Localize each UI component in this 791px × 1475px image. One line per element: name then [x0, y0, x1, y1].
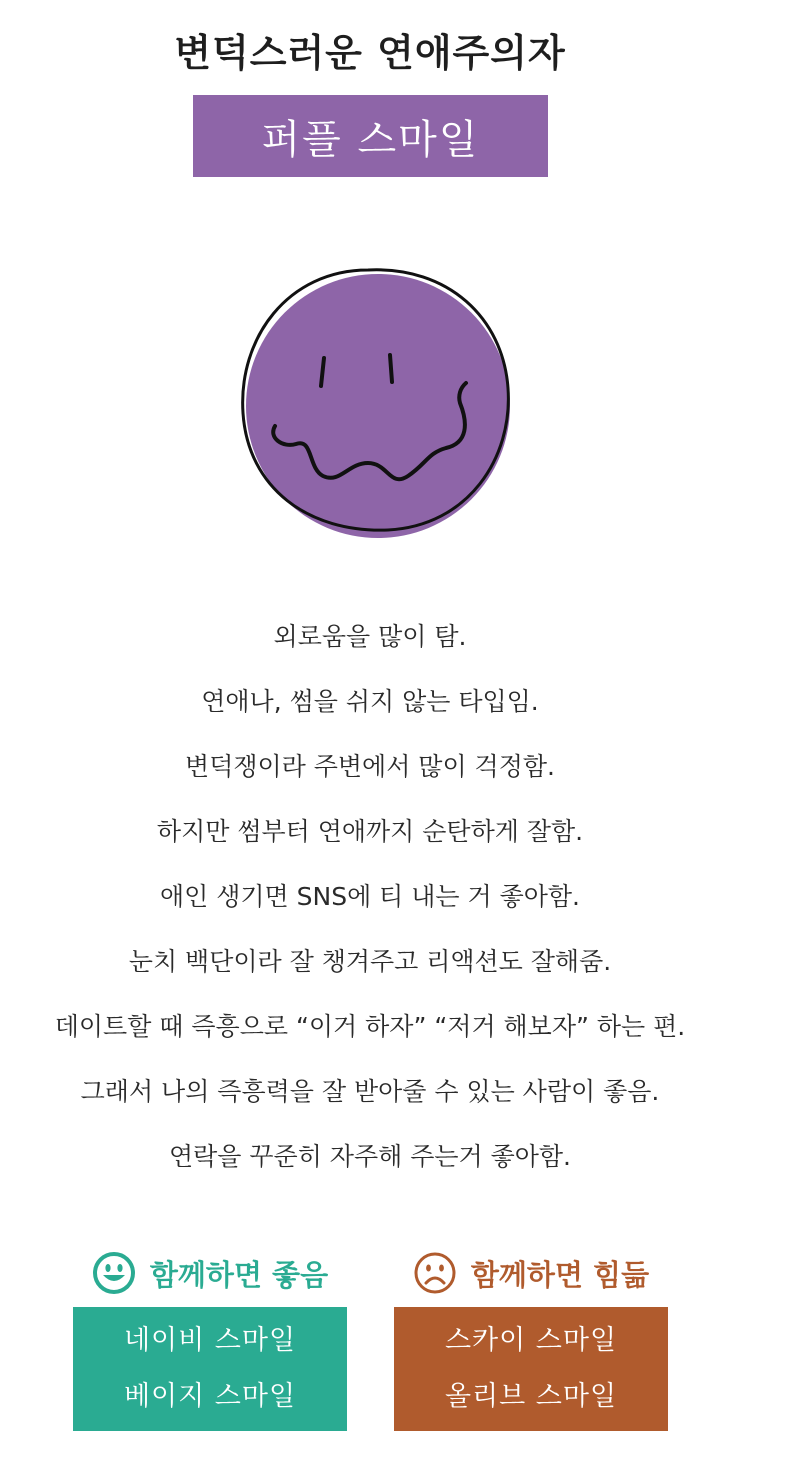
- bad-match-header: [394, 1245, 668, 1301]
- bad-match-item: 올리브 스마일: [444, 1381, 618, 1412]
- happy-face-ring: [95, 1254, 133, 1292]
- bad-match-item: 스카이 스마일: [444, 1325, 618, 1356]
- description-line: 연락을 꾸준히 자주해 주는거 좋아함.: [169, 1142, 571, 1171]
- smiley-right-eye: [390, 355, 392, 382]
- description-line: 연애나, 썸을 쉬지 않는 타입임.: [201, 687, 539, 716]
- description-list: [0, 610, 740, 1195]
- description-line: 하지만 썸부터 연애까지 순탄하게 잘함.: [156, 817, 584, 846]
- sad-face-mouth: [426, 1278, 444, 1283]
- sad-face-ring: [416, 1254, 454, 1292]
- good-match-item: 베이지 스마일: [123, 1381, 297, 1412]
- description-line: 그래서 나의 즉흥력을 잘 받아줄 수 있는 사람이 좋음.: [80, 1077, 660, 1106]
- purple-wavy-smiley-icon: [228, 258, 518, 548]
- description-line: 외로움을 많이 탐.: [273, 622, 467, 651]
- bad-match-label: 함께하면 힘듦: [470, 1257, 650, 1292]
- description-line: 눈치 백단이라 잘 챙겨주고 리액션도 잘해줌.: [128, 947, 612, 976]
- good-match-section: [73, 1245, 347, 1431]
- happy-face-icon: [92, 1251, 136, 1295]
- sad-face-icon: [413, 1251, 457, 1295]
- good-match-box: [73, 1307, 347, 1431]
- good-match-header: [73, 1245, 347, 1301]
- description-line: 변덕쟁이라 주변에서 많이 걱정함.: [185, 752, 555, 781]
- page-subtitle: 변덕스러운 연애주의자: [174, 31, 566, 75]
- happy-face-right-eye: [117, 1264, 122, 1272]
- sad-face-left-eye: [426, 1265, 431, 1272]
- description-line: 애인 생기면 SNS에 티 내는 거 좋아함.: [159, 882, 581, 911]
- bad-match-box: [394, 1307, 668, 1431]
- result-title-box: [193, 95, 548, 177]
- good-match-item: 네이비 스마일: [123, 1325, 297, 1356]
- description-line: 데이트할 때 즉흥으로 “이거 하자” “저거 해보자” 하는 편.: [54, 1012, 686, 1041]
- happy-face-mouth: [103, 1275, 125, 1281]
- bad-match-section: [394, 1245, 668, 1431]
- happy-face-left-eye: [105, 1264, 110, 1272]
- sad-face-right-eye: [439, 1265, 444, 1272]
- result-title: 퍼플 스마일: [261, 116, 480, 163]
- good-match-label: 함께하면 좋음: [149, 1257, 329, 1292]
